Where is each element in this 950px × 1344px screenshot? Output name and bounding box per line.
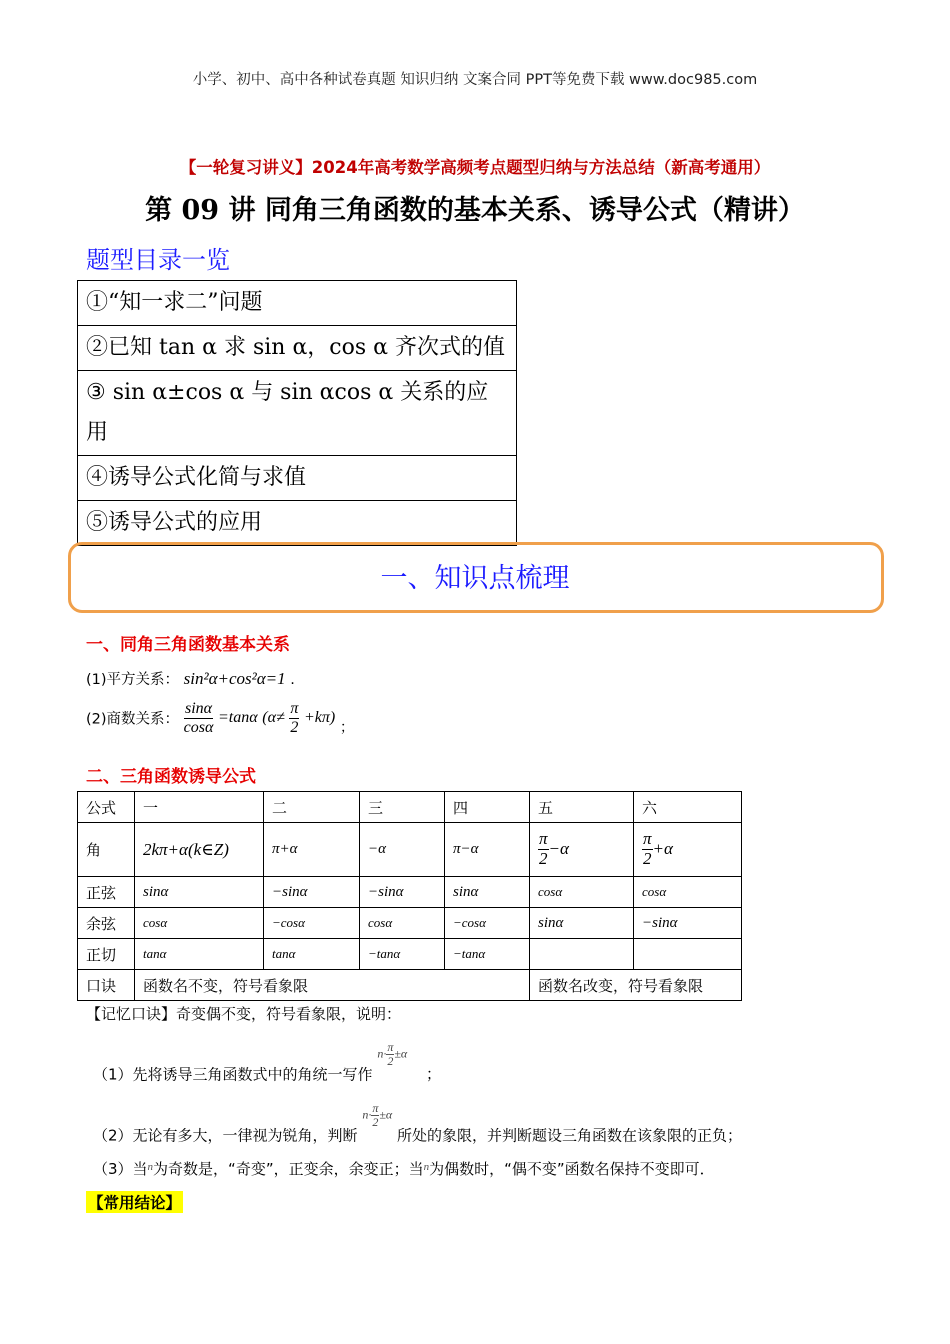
note-1-end: ； [426,1065,442,1084]
pi-symbol: π [539,829,548,849]
pi-over-two [289,700,299,736]
value-cell: sinα [135,877,264,908]
value-cell: sinα [445,877,530,908]
square-label: (1)平方关系： [86,672,180,688]
note-3-part-a: （3）当 [93,1160,148,1178]
quotient-rhs: =tanα [218,709,258,727]
toc-item: ①“知一求二”问题 [78,281,517,326]
tip-left: 函数名不变，符号看象限 [135,970,530,1001]
pi-over-two [538,830,549,868]
two-symbol: 2 [643,849,652,868]
induction-table [77,791,742,1001]
square-formula: sin²α+cos²α=1 [183,669,286,688]
quotient-relation [86,700,354,737]
note-3 [93,1158,715,1179]
quotient-fraction [184,700,214,736]
two-symbol: 2 [372,1115,379,1130]
note-2 [93,1101,743,1151]
row-label: 正弦 [78,877,135,908]
angle-suffix: +α [652,839,673,859]
top-banner: 小学、初中、高中各种试卷真题 知识归纳 文案合同 PPT等免费下载 www.doc985.com [192,72,758,88]
row-label: 口诀 [78,970,135,1001]
toc-table [77,280,517,546]
expr-tail: ±α [379,1107,393,1122]
expr-n: n· [362,1107,372,1122]
angle-cell: π−α [445,823,530,877]
expr-n: n· [377,1046,387,1061]
two-symbol: 2 [539,849,548,868]
lecture-title: 第 09 讲 同角三角函数的基本关系、诱导公式（精讲） [145,195,805,226]
row-label: 余弦 [78,908,135,939]
angle-cell [634,823,742,877]
pi-symbol: π [643,829,652,849]
basic-relation-heading: 一、同角三角函数基本关系 [86,635,290,655]
section-title: 一、知识点梳理 [380,563,570,594]
value-cell [530,939,634,970]
memory-tip: 【记忆口诀】奇变偶不变，符号看象限，说明： [86,1005,402,1023]
induction-heading: 二、三角函数诱导公式 [86,767,256,787]
angle-cell: −α [360,823,445,877]
quotient-condition-start: (α≠ [262,709,285,727]
value-cell: cosα [634,877,742,908]
value-cell: −tanα [360,939,445,970]
note-1 [93,1040,442,1090]
value-cell: −tanα [445,939,530,970]
header-cell: 公式 [78,792,135,823]
value-cell: −sinα [360,877,445,908]
toc-item: ⑤诱导公式的应用 [78,501,517,546]
common-conclusions-label: 【常用结论】 [86,1191,183,1213]
value-cell: cosα [360,908,445,939]
toc-item: ④诱导公式化简与求值 [78,456,517,501]
two-symbol: 2 [387,1054,394,1069]
value-cell: tanα [135,939,264,970]
note-1-text: （1）先将诱导三角函数式中的角统一写作 [93,1065,373,1084]
var-n: n [423,1161,430,1173]
row-label: 正切 [78,939,135,970]
value-cell: −sinα [634,908,742,939]
angle-cell: π+α [264,823,360,877]
angle-suffix: −α [548,839,569,859]
value-cell: cosα [135,908,264,939]
toc-item: ②已知 tan α 求 sin α，cos α 齐次式的值 [78,326,517,371]
value-cell: −cosα [264,908,360,939]
header-cell: 五 [530,792,634,823]
angle-expression [362,1102,392,1129]
quotient-label: (2)商数关系： [86,711,180,728]
value-cell: sinα [530,908,634,939]
header-cell: 六 [634,792,742,823]
pi-symbol: π [387,1040,394,1054]
toc-item: ③ sin α±cos α 与 sin αcos α 关系的应用 [78,371,517,456]
quotient-denominator: cosα [183,718,214,736]
value-cell: tanα [264,939,360,970]
value-cell: −sinα [264,877,360,908]
square-end: . [290,672,295,688]
note-2-text: （2）无论有多大，一律视为锐角，判断 [93,1126,358,1145]
header-cell: 二 [264,792,360,823]
value-cell: cosα [530,877,634,908]
pi-symbol: π [372,1101,379,1115]
expr-tail: ±α [394,1046,408,1061]
value-cell [634,939,742,970]
toc-heading: 题型目录一览 [86,246,230,274]
note-3-part-c: 为偶数时，“偶不变”函数名保持不变即可． [429,1160,715,1178]
series-title: 【一轮复习讲义】2024年高考数学高频考点题型归纳与方法总结（新高考通用） [179,158,771,177]
header-cell: 一 [135,792,264,823]
note-2-end: 所处的象限，并判断题设三角函数在该象限的正负； [397,1126,743,1145]
row-label: 角 [78,823,135,877]
tip-right: 函数名改变，符号看象限 [530,970,742,1001]
quotient-condition-end: +kπ) [304,709,336,727]
angle-expression [377,1041,407,1068]
quotient-numerator: sinα [184,700,213,717]
two-symbol: 2 [290,718,299,736]
angle-cell: 2kπ+α(k∈Z) [135,823,264,877]
square-relation [86,668,295,689]
header-cell: 三 [360,792,445,823]
angle-cell [530,823,634,877]
var-n: n [147,1161,154,1173]
quotient-end: ； [339,720,355,737]
note-3-part-b: 为奇数是，“奇变”，正变余，余变正；当 [153,1160,424,1178]
pi-symbol: π [290,700,299,717]
value-cell: −cosα [445,908,530,939]
pi-over-two [642,830,653,868]
header-cell: 四 [445,792,530,823]
